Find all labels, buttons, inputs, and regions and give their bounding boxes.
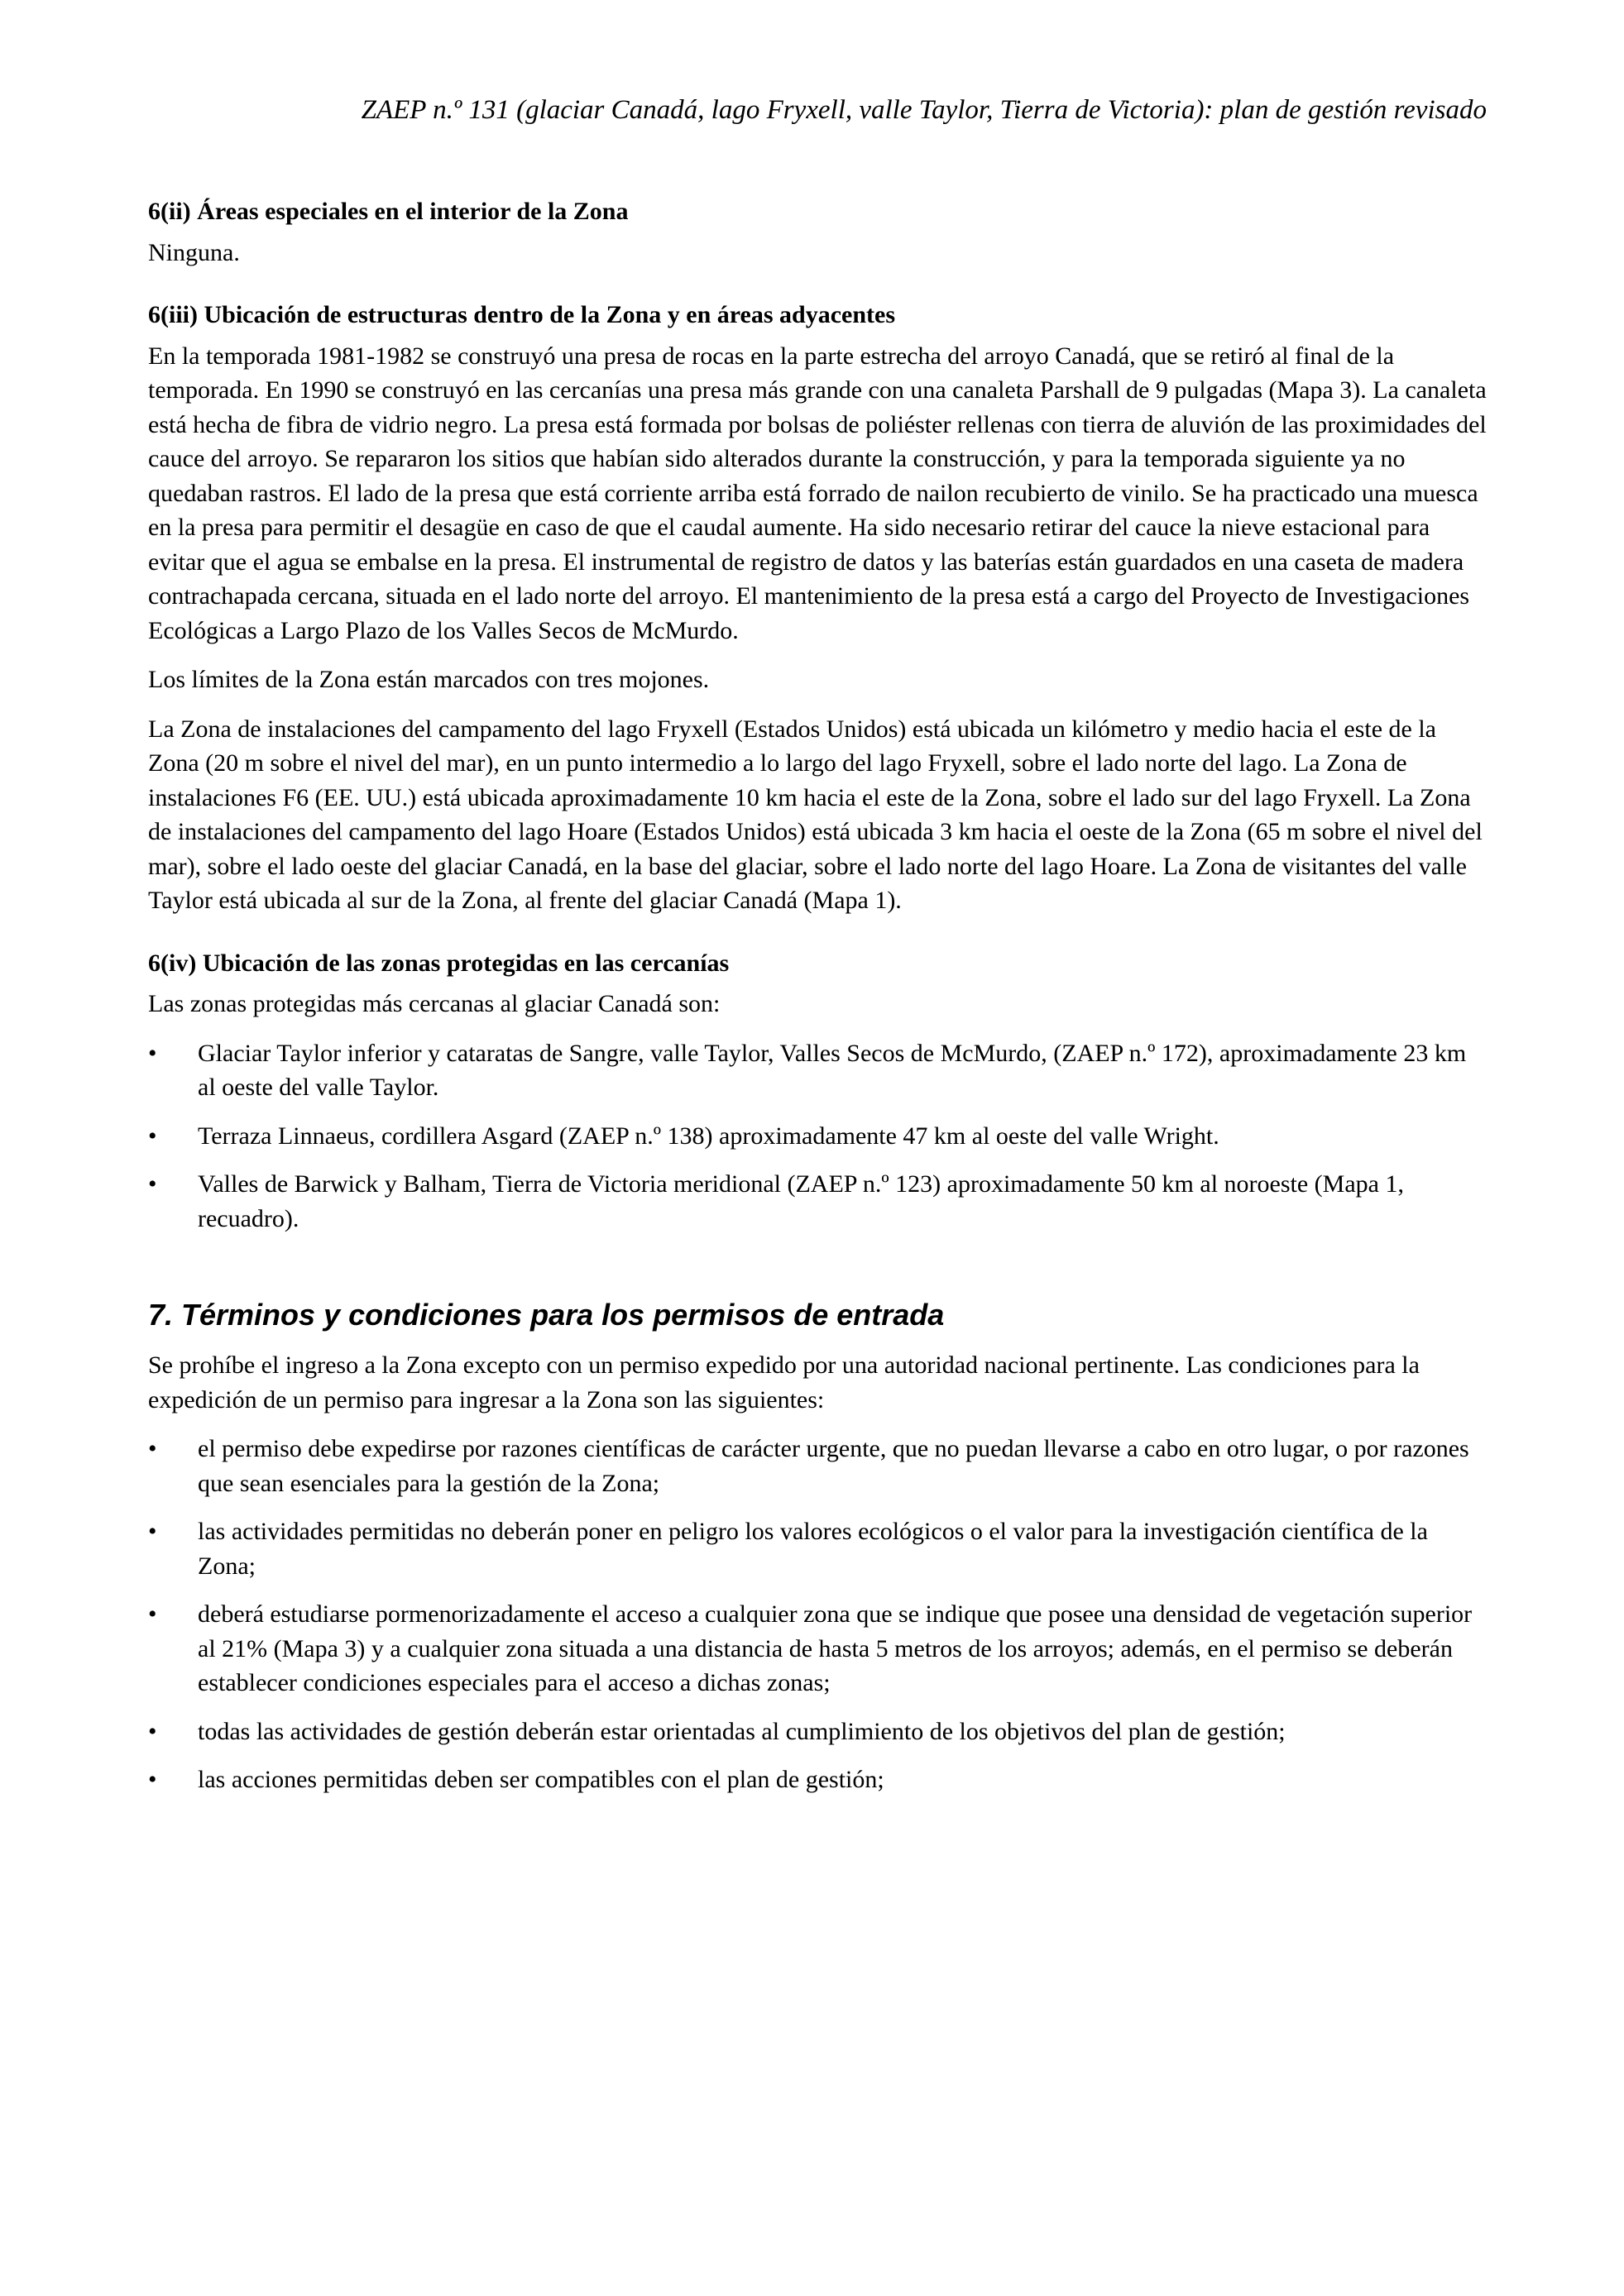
list-item-text: el permiso debe expedirse por razones científicas de carácter urgente, que no puedan llevarse a cabo en otro lugar, o por razones que sean esenciales para la gestión de la Zona; [198, 1435, 1469, 1497]
paragraph-6iii-3: La Zona de instalaciones del campamento del lago Fryxell (Estados Unidos) está ubicada un kilómetro y medio hacia el este de la Zona (20 m sobre el nivel del mar), en un punto intermedio a lo largo del lago Fryxell, sobre el lado norte del lago. La Zona de instalaciones F6 (EE. UU.) está ubicada aproximadamente 10 km hacia el este de la Zona, sobre el lado sur del lago Fryxell. La Zona de instalaciones del campamento del lago Hoare (Estados Unidos) está ubicada 3 km hacia el oeste de la Zona (65 m sobre el nivel del mar), sobre el lado oeste del glaciar Canadá, en la base del glaciar, sobre el lado norte del lago Hoare. La Zona de visitantes del valle Taylor está ubicada al sur de la Zona, al frente del glaciar Canadá (Mapa 1). [148, 715, 1483, 914]
intro-6iv: Las zonas protegidas más cercanas al glaciar Canadá son: [148, 990, 721, 1017]
list-item-text: Glaciar Taylor inferior y cataratas de Sangre, valle Taylor, Valles Secos de McMurdo, (ZAEP n.º 172), aproximadamente 23 km al oeste del valle Taylor. [198, 1039, 1467, 1101]
list-item-text: todas las actividades de gestión deberán estar orientadas al cumplimiento de los objetivos del plan de gestión; [198, 1717, 1286, 1745]
list-item [148, 1597, 1488, 1700]
paragraph-6iii-1: En la temporada 1981-1982 se construyó una presa de rocas en la parte estrecha del arroyo Canadá, que se retiró al final de la temporada. En 1990 se construyó en las cercanías una presa más grande con una canaleta Parshall de 9 pulgadas (Mapa 3). La canaleta está hecha de fibra de vidrio negro. La presa está formada por bolsas de poliéster rellenas con tierra de aluvión de las proximidades del cauce del arroyo. Se repararon los sitios que habían sido alterados durante la construcción, y para la temporada siguiente ya no quedaban rastros. El lado de la presa que está corriente arriba está forrado de nailon recubierto de vinilo. Se ha practicado una muesca en la presa para permitir el desagüe en caso de que el caudal aumente. Ha sido necesario retirar del cauce la nieve estacional para evitar que el agua se embalse en la presa. El instrumental de registro de datos y las baterías están guardados en una caseta de madera contrachapada cercana, situada en el lado norte del arroyo. El mantenimiento de la presa está a cargo del Proyecto de Investigaciones Ecológicas a Largo Plazo de los Valles Secos de McMurdo. [148, 342, 1487, 644]
bullet-icon: • [148, 1766, 157, 1793]
heading-7: 7. Términos y condiciones para los permisos de entrada [148, 1298, 945, 1332]
list-item [148, 1763, 1488, 1797]
bullet-icon: • [148, 1122, 157, 1150]
running-header: ZAEP n.º 131 (glaciar Canadá, lago Fryxell, valle Taylor, Tierra de Victoria): plan de gestión revisado [361, 95, 1487, 125]
list-6iv [148, 1036, 1488, 1236]
bullet-icon: • [148, 1717, 157, 1745]
list-item-text: las actividades permitidas no deberán poner en peligro los valores ecológicos o el valor para la investigación científica de la Zona; [198, 1518, 1428, 1580]
list-item-text: Valles de Barwick y Balham, Tierra de Victoria meridional (ZAEP n.º 123) aproximadamente 50 km al noroeste (Mapa 1, recuadro). [198, 1170, 1404, 1232]
list-item [148, 1514, 1488, 1583]
bullet-icon: • [148, 1170, 157, 1198]
bullet-icon: • [148, 1518, 157, 1545]
list-item-text: las acciones permitidas deben ser compatibles con el plan de gestión; [198, 1766, 884, 1793]
paragraph-6iii-2: Los límites de la Zona están marcados con tres mojones. [148, 666, 710, 693]
heading-6ii: 6(ii) Áreas especiales en el interior de la Zona [148, 198, 629, 225]
list-item [148, 1036, 1488, 1105]
document-body [148, 194, 1488, 1811]
list-item-text: deberá estudiarse pormenorizadamente el acceso a cualquier zona que se indique que posee una densidad de vegetación superior al 21% (Mapa 3) y a cualquier zona situada a una distancia de hasta 5 metros de los arroyos; además, en el permiso se deberán establecer condiciones especiales para el acceso a dichas zonas; [198, 1600, 1473, 1696]
heading-6iii: 6(iii) Ubicación de estructuras dentro de la Zona y en áreas adyacentes [148, 301, 896, 328]
heading-6iv: 6(iv) Ubicación de las zonas protegidas en las cercanías [148, 949, 730, 977]
bullet-icon: • [148, 1600, 157, 1628]
list-item [148, 1119, 1488, 1154]
intro-7: Se prohíbe el ingreso a la Zona excepto con un permiso expedido por una autoridad nacional pertinente. Las condiciones para la expedición de un permiso para ingresar a la Zona son las siguientes: [148, 1351, 1420, 1413]
bullet-icon: • [148, 1039, 157, 1067]
list-item [148, 1715, 1488, 1749]
list-item [148, 1432, 1488, 1500]
list-7 [148, 1432, 1488, 1797]
bullet-icon: • [148, 1435, 157, 1462]
list-item-text: Terraza Linnaeus, cordillera Asgard (ZAEP n.º 138) aproximadamente 47 km al oeste del valle Wright. [198, 1122, 1219, 1150]
text-6ii: Ninguna. [148, 238, 240, 266]
list-item [148, 1167, 1488, 1236]
